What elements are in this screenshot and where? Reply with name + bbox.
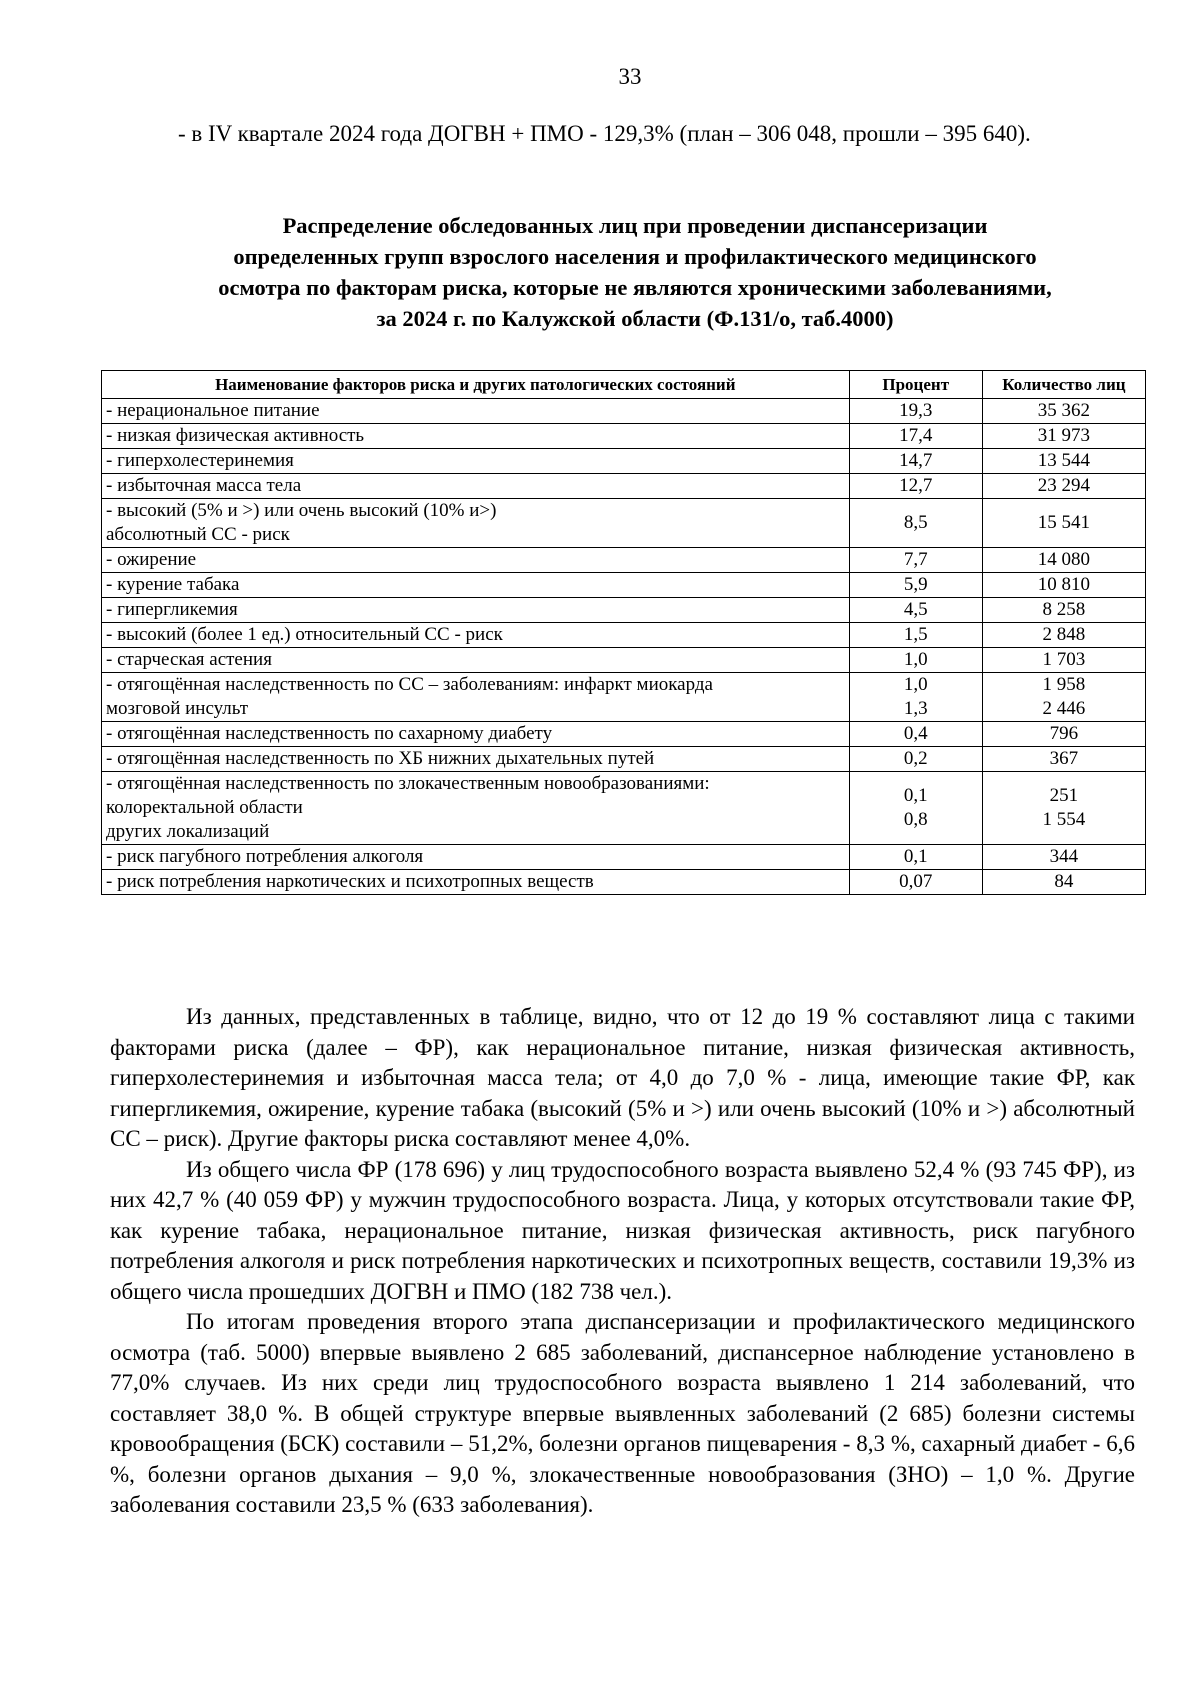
cell-name [102, 548, 850, 573]
cell-percent [849, 548, 982, 573]
cell-count [982, 424, 1145, 449]
cell-name [102, 722, 850, 747]
cell-percent [849, 648, 982, 673]
cell-name-line: - избыточная масса тела [106, 475, 302, 496]
cell-name-line: - гипергликемия [106, 599, 238, 620]
table-row [102, 474, 1146, 499]
cell-percent [849, 747, 982, 772]
cell-name-line: абсолютный СС - риск [106, 524, 290, 545]
cell-count [982, 722, 1145, 747]
cell-percent [849, 845, 982, 870]
table-row [102, 648, 1146, 673]
paragraph: Из данных, представленных в таблице, видно, что от 12 до 19 % составляют лица с такими факторами риска (далее – ФР), как нерациональное питание, низкая физическая активность, гиперхолестеринемия и избыточная масса тела; от 4,0 до 7,0 % - лица, имеющие такие ФР, как гипергликемия, ожирение, курение табака (высокий (5% и >) или очень высокий (10% и >) абсолютный СС – риск). Другие факторы риска составляют менее 4,0%. [110, 1004, 1135, 1151]
header-name: Наименование факторов риска и других патологических состояний [102, 371, 850, 399]
cell-name [102, 623, 850, 648]
cell-percent [849, 598, 982, 623]
cell-name-line: - отягощённая наследственность по ХБ нижних дыхательных путей [106, 748, 655, 769]
cell-count [982, 548, 1145, 573]
table-row [102, 747, 1146, 772]
cell-count [982, 623, 1145, 648]
table-header-row [102, 371, 1146, 399]
cell-percent-line: 14,7 [899, 450, 933, 471]
cell-name-line: - отягощённая наследственность по злокачественным новообразованиями: [106, 773, 710, 794]
cell-count-line: 367 [1049, 748, 1079, 769]
cell-percent-line: 8,5 [903, 512, 928, 533]
cell-name [102, 747, 850, 772]
cell-percent-line: 1,3 [903, 698, 928, 719]
cell-percent-line: 7,7 [903, 549, 928, 570]
cell-count-line: 35 362 [1037, 400, 1091, 421]
cell-count [982, 870, 1145, 895]
cell-name [102, 399, 850, 424]
cell-name [102, 449, 850, 474]
cell-count [982, 673, 1145, 722]
intro-paragraph: - в IV квартале 2024 года ДОГВН + ПМО - 129,3% (план – 306 048, прошли – 395 640). [178, 121, 1031, 146]
cell-name [102, 499, 850, 548]
table-row [102, 573, 1146, 598]
cell-name-line: - старческая астения [106, 649, 272, 670]
cell-count-line: 14 080 [1037, 549, 1091, 570]
cell-percent-line: 0,4 [903, 723, 928, 744]
heading-line: осмотра по факторам риска, которые не являются хроническими заболеваниями, [218, 275, 1052, 300]
heading-line: за 2024 г. по Калужской области (Ф.131/о, таб.4000) [376, 306, 894, 331]
cell-percent-line: 0,07 [899, 871, 933, 892]
cell-percent-line: 0,2 [903, 748, 928, 769]
cell-name [102, 598, 850, 623]
cell-count [982, 399, 1145, 424]
cell-name-line: - ожирение [106, 549, 197, 570]
risk-factors-table [101, 370, 1146, 895]
cell-count [982, 648, 1145, 673]
cell-count [982, 747, 1145, 772]
cell-name-line: - отягощённая наследственность по СС – заболеваниям: инфаркт миокарда [106, 674, 713, 695]
cell-name [102, 673, 850, 722]
cell-percent-line: 1,0 [903, 649, 928, 670]
table-row [102, 673, 1146, 722]
cell-count-line: 344 [1049, 846, 1079, 867]
cell-percent-line: 1,0 [903, 674, 928, 695]
cell-count [982, 845, 1145, 870]
cell-count [982, 474, 1145, 499]
paragraph: По итогам проведения второго этапа диспансеризации и профилактического медицинского осмотра (таб. 5000) впервые выявлено 2 685 заболеваний, диспансерное наблюдение установлено в 77,0% случаев. Из них среди лиц трудоспособного возраста выявлено 1 214 заболеваний, что составляет 38,0 %. В общей структуре впервые выявленных заболеваний (2 685) болезни системы кровообращения (БСК) составили – 51,2%, болезни органов пищеварения - 8,3 %, сахарный диабет - 6,6 %, болезни органов дыхания – 9,0 %, злокачественные новообразования (ЗНО) – 1,0 %. Другие заболевания составили 23,5 % (633 заболевания). [110, 1309, 1135, 1517]
table-row [102, 399, 1146, 424]
cell-count [982, 598, 1145, 623]
cell-name-line: - низкая физическая активность [106, 425, 365, 446]
header-count: Количество лиц [982, 371, 1145, 399]
cell-count-line: 31 973 [1037, 425, 1091, 446]
cell-percent-line: 5,9 [903, 574, 928, 595]
cell-count-line: 1 703 [1042, 649, 1086, 670]
cell-percent-line: 19,3 [899, 400, 933, 421]
table-heading [120, 210, 1150, 334]
cell-percent [849, 573, 982, 598]
cell-percent [849, 474, 982, 499]
cell-name [102, 870, 850, 895]
cell-percent-line: 4,5 [903, 599, 928, 620]
cell-percent [849, 399, 982, 424]
table-row [102, 449, 1146, 474]
table-row [102, 499, 1146, 548]
body-text [110, 1002, 1135, 1521]
cell-percent [849, 673, 982, 722]
cell-count [982, 499, 1145, 548]
cell-name-line: - курение табака [106, 574, 240, 595]
table-row [102, 870, 1146, 895]
cell-percent-line: 0,1 [903, 846, 928, 867]
cell-count-line: 796 [1049, 723, 1079, 744]
cell-count-line: 1 554 [1042, 809, 1086, 830]
cell-percent-line: 12,7 [899, 475, 933, 496]
cell-count-line: 13 544 [1037, 450, 1091, 471]
cell-count [982, 449, 1145, 474]
cell-name-line: других локализаций [106, 821, 270, 842]
cell-count-line: 251 [1049, 785, 1079, 806]
cell-name-line: - высокий (более 1 ед.) относительный СС - риск [106, 624, 503, 645]
cell-percent [849, 870, 982, 895]
header-percent: Процент [849, 371, 982, 399]
table-row [102, 548, 1146, 573]
page-number: 33 [618, 64, 642, 89]
cell-count [982, 573, 1145, 598]
cell-name-line: - отягощённая наследственность по сахарному диабету [106, 723, 553, 744]
cell-name [102, 573, 850, 598]
cell-name-line: мозговой инсульт [106, 698, 249, 719]
heading-line: Распределение обследованных лиц при проведении диспансеризации [282, 213, 988, 238]
cell-name-line: - высокий (5% и >) или очень высокий (10% и>) [106, 500, 497, 521]
cell-count-line: 84 [1054, 871, 1074, 892]
cell-percent-line: 0,8 [903, 809, 928, 830]
paragraph: Из общего числа ФР (178 696) у лиц трудоспособного возраста выявлено 52,4 % (93 745 ФР), из них 42,7 % (40 059 ФР) у мужчин трудоспособного возраста. Лица, у которых отсутствовали такие ФР, как курение табака, нерациональное питание, низкая физическая активность, риск пагубного потребления алкоголя и риск потребления наркотических и психотропных веществ, составили 19,3% из общего числа прошедших ДОГВН и ПМО (182 738 чел.). [110, 1156, 1135, 1304]
cell-count-line: 23 294 [1037, 475, 1091, 496]
cell-name [102, 845, 850, 870]
table-row [102, 845, 1146, 870]
cell-count-line: 8 258 [1042, 599, 1086, 620]
cell-percent [849, 722, 982, 747]
table-row [102, 623, 1146, 648]
cell-percent [849, 623, 982, 648]
cell-count-line: 2 446 [1042, 698, 1086, 719]
cell-name [102, 648, 850, 673]
cell-percent [849, 772, 982, 845]
cell-name-line: - риск пагубного потребления алкоголя [106, 846, 424, 867]
cell-name [102, 772, 850, 845]
cell-count [982, 772, 1145, 845]
cell-name-line: колоректальной области [106, 797, 303, 818]
cell-name-line: - гиперхолестеринемия [106, 450, 294, 471]
cell-count-line: 10 810 [1037, 574, 1091, 595]
table-row [102, 598, 1146, 623]
cell-percent-line: 1,5 [903, 624, 928, 645]
heading-line: определенных групп взрослого населения и профилактического медицинского [233, 244, 1037, 269]
cell-percent [849, 424, 982, 449]
table-row [102, 772, 1146, 845]
cell-percent-line: 0,1 [903, 785, 928, 806]
cell-count-line: 2 848 [1042, 624, 1086, 645]
cell-name-line: - нерациональное питание [106, 400, 320, 421]
cell-percent [849, 499, 982, 548]
cell-count-line: 1 958 [1042, 674, 1086, 695]
table-row [102, 424, 1146, 449]
cell-name-line: - риск потребления наркотических и психотропных веществ [106, 871, 594, 892]
table-row [102, 722, 1146, 747]
table-body [102, 399, 1146, 895]
cell-percent [849, 449, 982, 474]
cell-count-line: 15 541 [1037, 512, 1091, 533]
cell-percent-line: 17,4 [899, 425, 933, 446]
cell-name [102, 474, 850, 499]
cell-name [102, 424, 850, 449]
